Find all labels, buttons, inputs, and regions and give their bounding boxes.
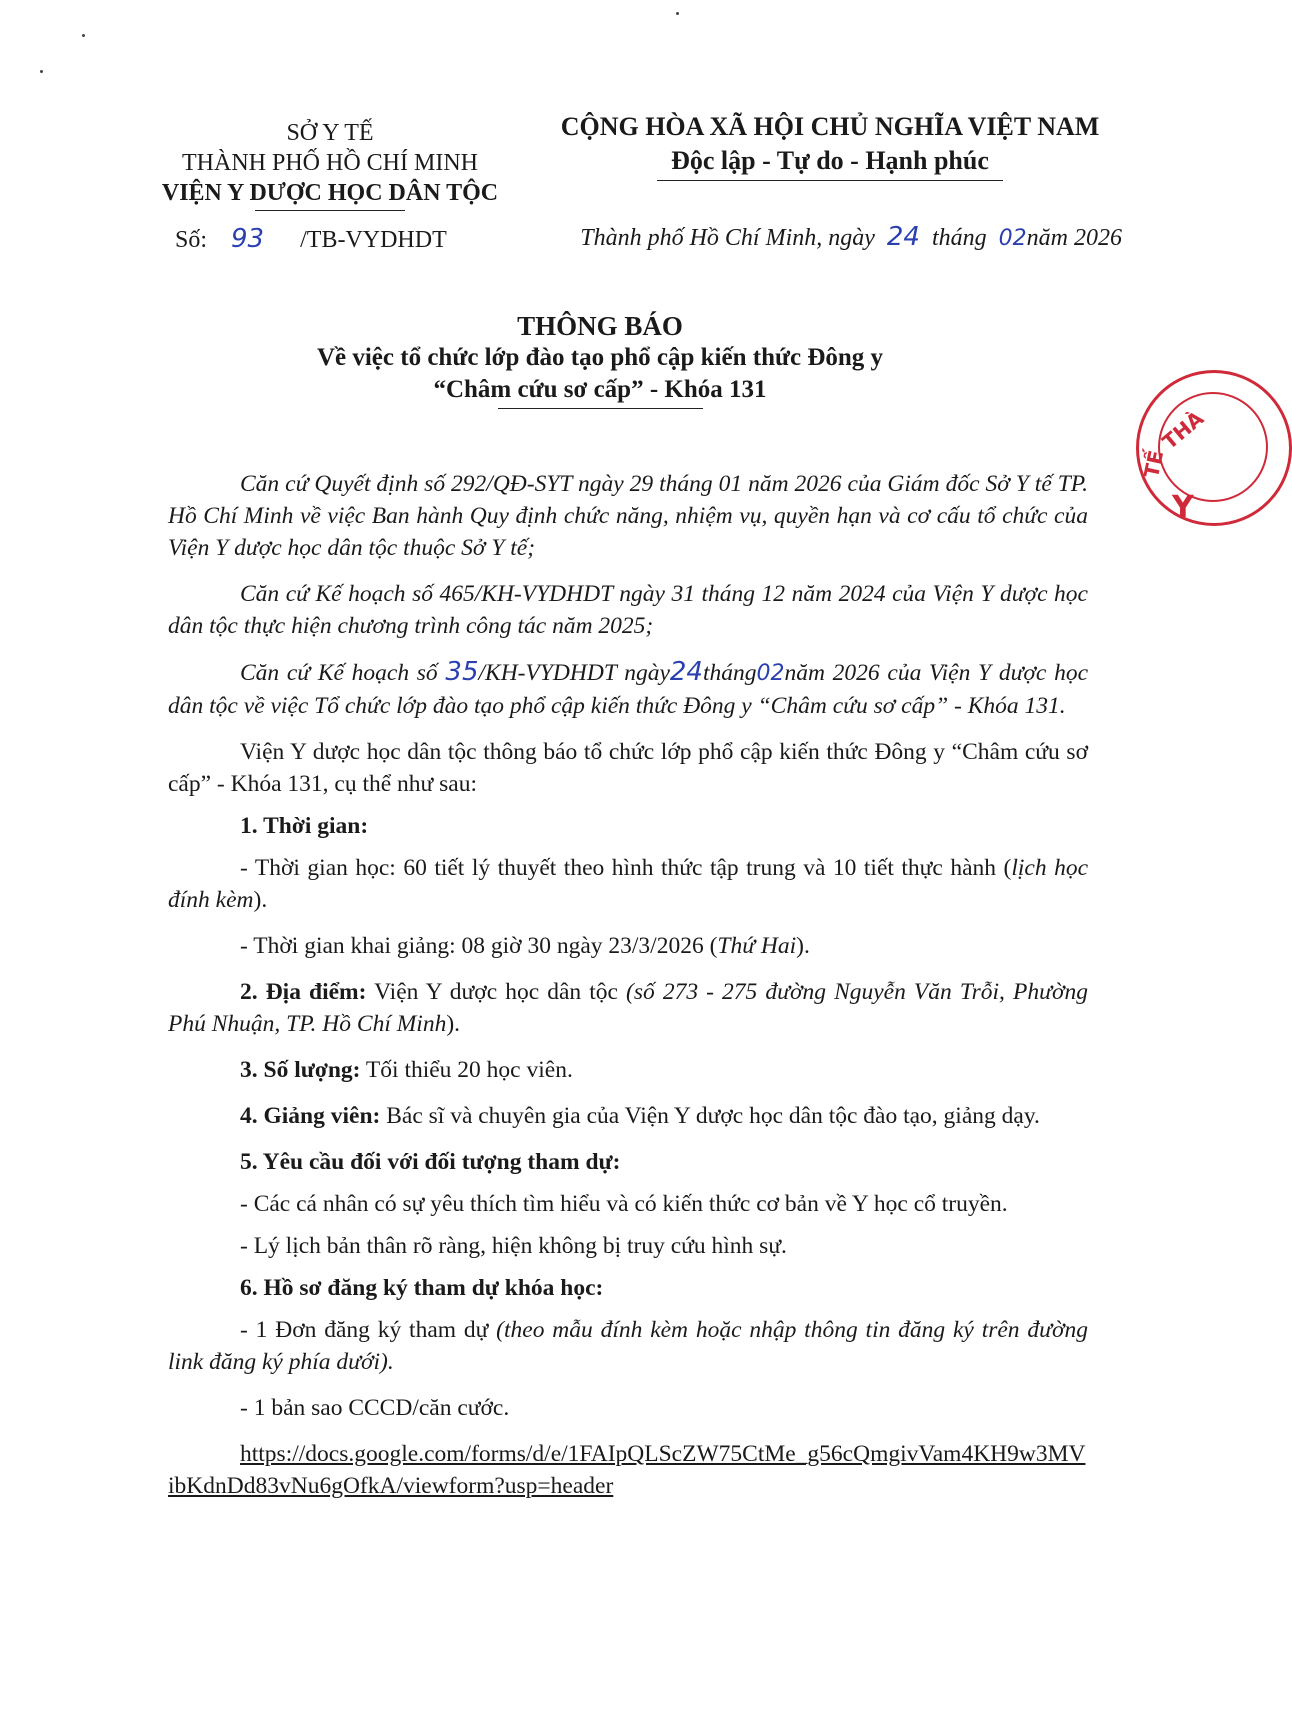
- issuer-city: THÀNH PHỐ HỒ CHÍ MINH: [182, 150, 478, 176]
- motto-underline: [657, 180, 1003, 181]
- document-title: [200, 310, 1000, 409]
- basis3-text: năm 2026 của Viện Y dược học dân tộc về việc Tổ chức lớp đào tạo phổ cập kiến thức Đông y “Châm cứu sơ cấp” - Khóa 131.: [168, 660, 1089, 719]
- section-2-heading: 2. Địa điểm:: [240, 979, 367, 1005]
- number-prefix: Số:: [175, 227, 208, 253]
- title-main: THÔNG BÁO: [517, 311, 683, 341]
- section-1-opening: [168, 930, 1088, 962]
- issue-date: [540, 222, 1122, 252]
- date-month-label: tháng: [931, 225, 987, 251]
- title-underline: [498, 408, 703, 409]
- text: Viện Y dược học dân tộc: [366, 979, 627, 1005]
- handwritten-day: 24: [886, 222, 920, 252]
- issuer-department: SỞ Y TẾ: [286, 120, 374, 146]
- text-italic: lịch học đính kèm: [168, 855, 1088, 913]
- issuer-underline: [255, 210, 405, 211]
- handwritten-plan-day: 24: [669, 657, 703, 687]
- text: ).: [796, 933, 810, 959]
- scan-speck: [676, 12, 679, 15]
- seal-center-text: Y: [1172, 490, 1194, 525]
- registration-link[interactable]: https://docs.google.com/forms/d/e/1FAIpQLScZW75CtMe_g56cQmgivVam4KH9w3MVibKdnDd83vNu6gOfkA/viewform?usp=header: [168, 1441, 1086, 1499]
- issuer-institute: VIỆN Y DƯỢC HỌC DÂN TỘC: [161, 180, 499, 206]
- basis-paragraph-1: Căn cứ Quyết định số 292/QĐ-SYT ngày 29 tháng 01 năm 2026 của Giám đốc Sở Y tế TP. Hồ Chí Minh về việc Ban hành Quy định chức năng, nhiệm vụ, quyền hạn và cơ cấu tổ chức của Viện Y dược học dân tộc thuộc Sở Y tế;: [168, 471, 1088, 561]
- text: - Thời gian học: 60 tiết lý thuyết theo hình thức tập trung và 10 tiết thực hành (: [240, 855, 1012, 881]
- section-5-item-2: - Lý lịch bản thân rõ ràng, hiện không bị truy cứu hình sự.: [240, 1233, 787, 1259]
- number-suffix: /TB-VYDHDT: [300, 227, 447, 253]
- date-year: năm 2026: [1026, 225, 1122, 251]
- text-italic: Thứ Hai: [717, 933, 797, 959]
- section-4-heading: 4. Giảng viên:: [240, 1103, 381, 1129]
- national-motto: Độc lập - Tự do - Hạnh phúc: [671, 146, 989, 175]
- handwritten-plan-number: 35: [445, 657, 479, 687]
- date-prefix: Thành phố Hồ Chí Minh, ngày: [580, 225, 875, 251]
- section-3-quantity: [168, 1054, 1088, 1086]
- section-1-heading: 1. Thời gian:: [240, 813, 369, 839]
- text: Tối thiểu 20 học viên.: [360, 1057, 573, 1083]
- handwritten-plan-month: 02: [756, 661, 785, 686]
- section-2-location: [168, 976, 1088, 1040]
- seal-text: TẾ: [1139, 448, 1169, 480]
- document-body: [168, 468, 1088, 1502]
- issuer-block: [130, 118, 530, 211]
- basis3-text: Căn cứ Kế hoạch số: [240, 660, 438, 686]
- basis3-text: tháng: [702, 660, 757, 686]
- text: - Thời gian khai giảng: 08 giờ 30 ngày 23/3/2026 (: [240, 933, 718, 959]
- handwritten-month: 02: [998, 226, 1027, 251]
- section-4-lecturers: [168, 1100, 1088, 1132]
- basis-paragraph-3: [168, 656, 1088, 722]
- scan-speck: [40, 70, 43, 73]
- text-italic: (số 273 - 275 đường Nguyễn Văn Trỗi, Phường Phú Nhuận, TP. Hồ Chí Minh: [168, 979, 1088, 1037]
- basis3-text: /KH-VYDHDT ngày: [478, 660, 670, 686]
- scan-speck: [82, 34, 85, 37]
- text: Bác sĩ và chuyên gia của Viện Y dược học dân tộc đào tạo, giảng dạy.: [380, 1103, 1040, 1129]
- section-1-study-time: [168, 852, 1088, 916]
- handwritten-number: 93: [231, 224, 265, 254]
- title-subject: Về việc tổ chức lớp đào tạo phổ cập kiến thức Đông y: [316, 344, 884, 371]
- section-5-item-1: - Các cá nhân có sự yêu thích tìm hiểu và có kiến thức cơ bản về Y học cổ truyền.: [240, 1191, 1008, 1217]
- text: ).: [253, 887, 268, 913]
- text-italic: (theo mẫu đính kèm hoặc nhập thông tin đăng ký trên đường link đăng ký phía dưới).: [168, 1317, 1088, 1375]
- section-3-heading: 3. Số lượng:: [240, 1057, 361, 1083]
- section-5-heading: 5. Yêu cầu đối với đối tượng tham dự:: [240, 1149, 621, 1175]
- national-header: [540, 110, 1120, 181]
- document-number: [175, 224, 447, 254]
- intro-paragraph: Viện Y dược học dân tộc thông báo tổ chức lớp phổ cập kiến thức Đông y “Châm cứu sơ cấp” - Khóa 131, cụ thể như sau:: [168, 739, 1088, 797]
- section-6-heading: 6. Hồ sơ đăng ký tham dự khóa học:: [240, 1275, 604, 1301]
- text: ).: [446, 1011, 461, 1037]
- section-6-item-1: [168, 1314, 1088, 1378]
- basis-paragraph-2: Căn cứ Kế hoạch số 465/KH-VYDHDT ngày 31 tháng 12 năm 2024 của Viện Y dược học dân tộc thực hiện chương trình công tác năm 2025;: [168, 581, 1088, 639]
- title-course: “Châm cứu sơ cấp” - Khóa 131: [433, 376, 767, 403]
- nation-name: CỘNG HÒA XÃ HỘI CHỦ NGHĨA VIỆT NAM: [560, 112, 1100, 141]
- text: - 1 Đơn đăng ký tham dự: [240, 1317, 497, 1343]
- section-6-item-2: - 1 bản sao CCCD/căn cước.: [240, 1395, 510, 1421]
- seal-text: THÀ: [1157, 406, 1209, 454]
